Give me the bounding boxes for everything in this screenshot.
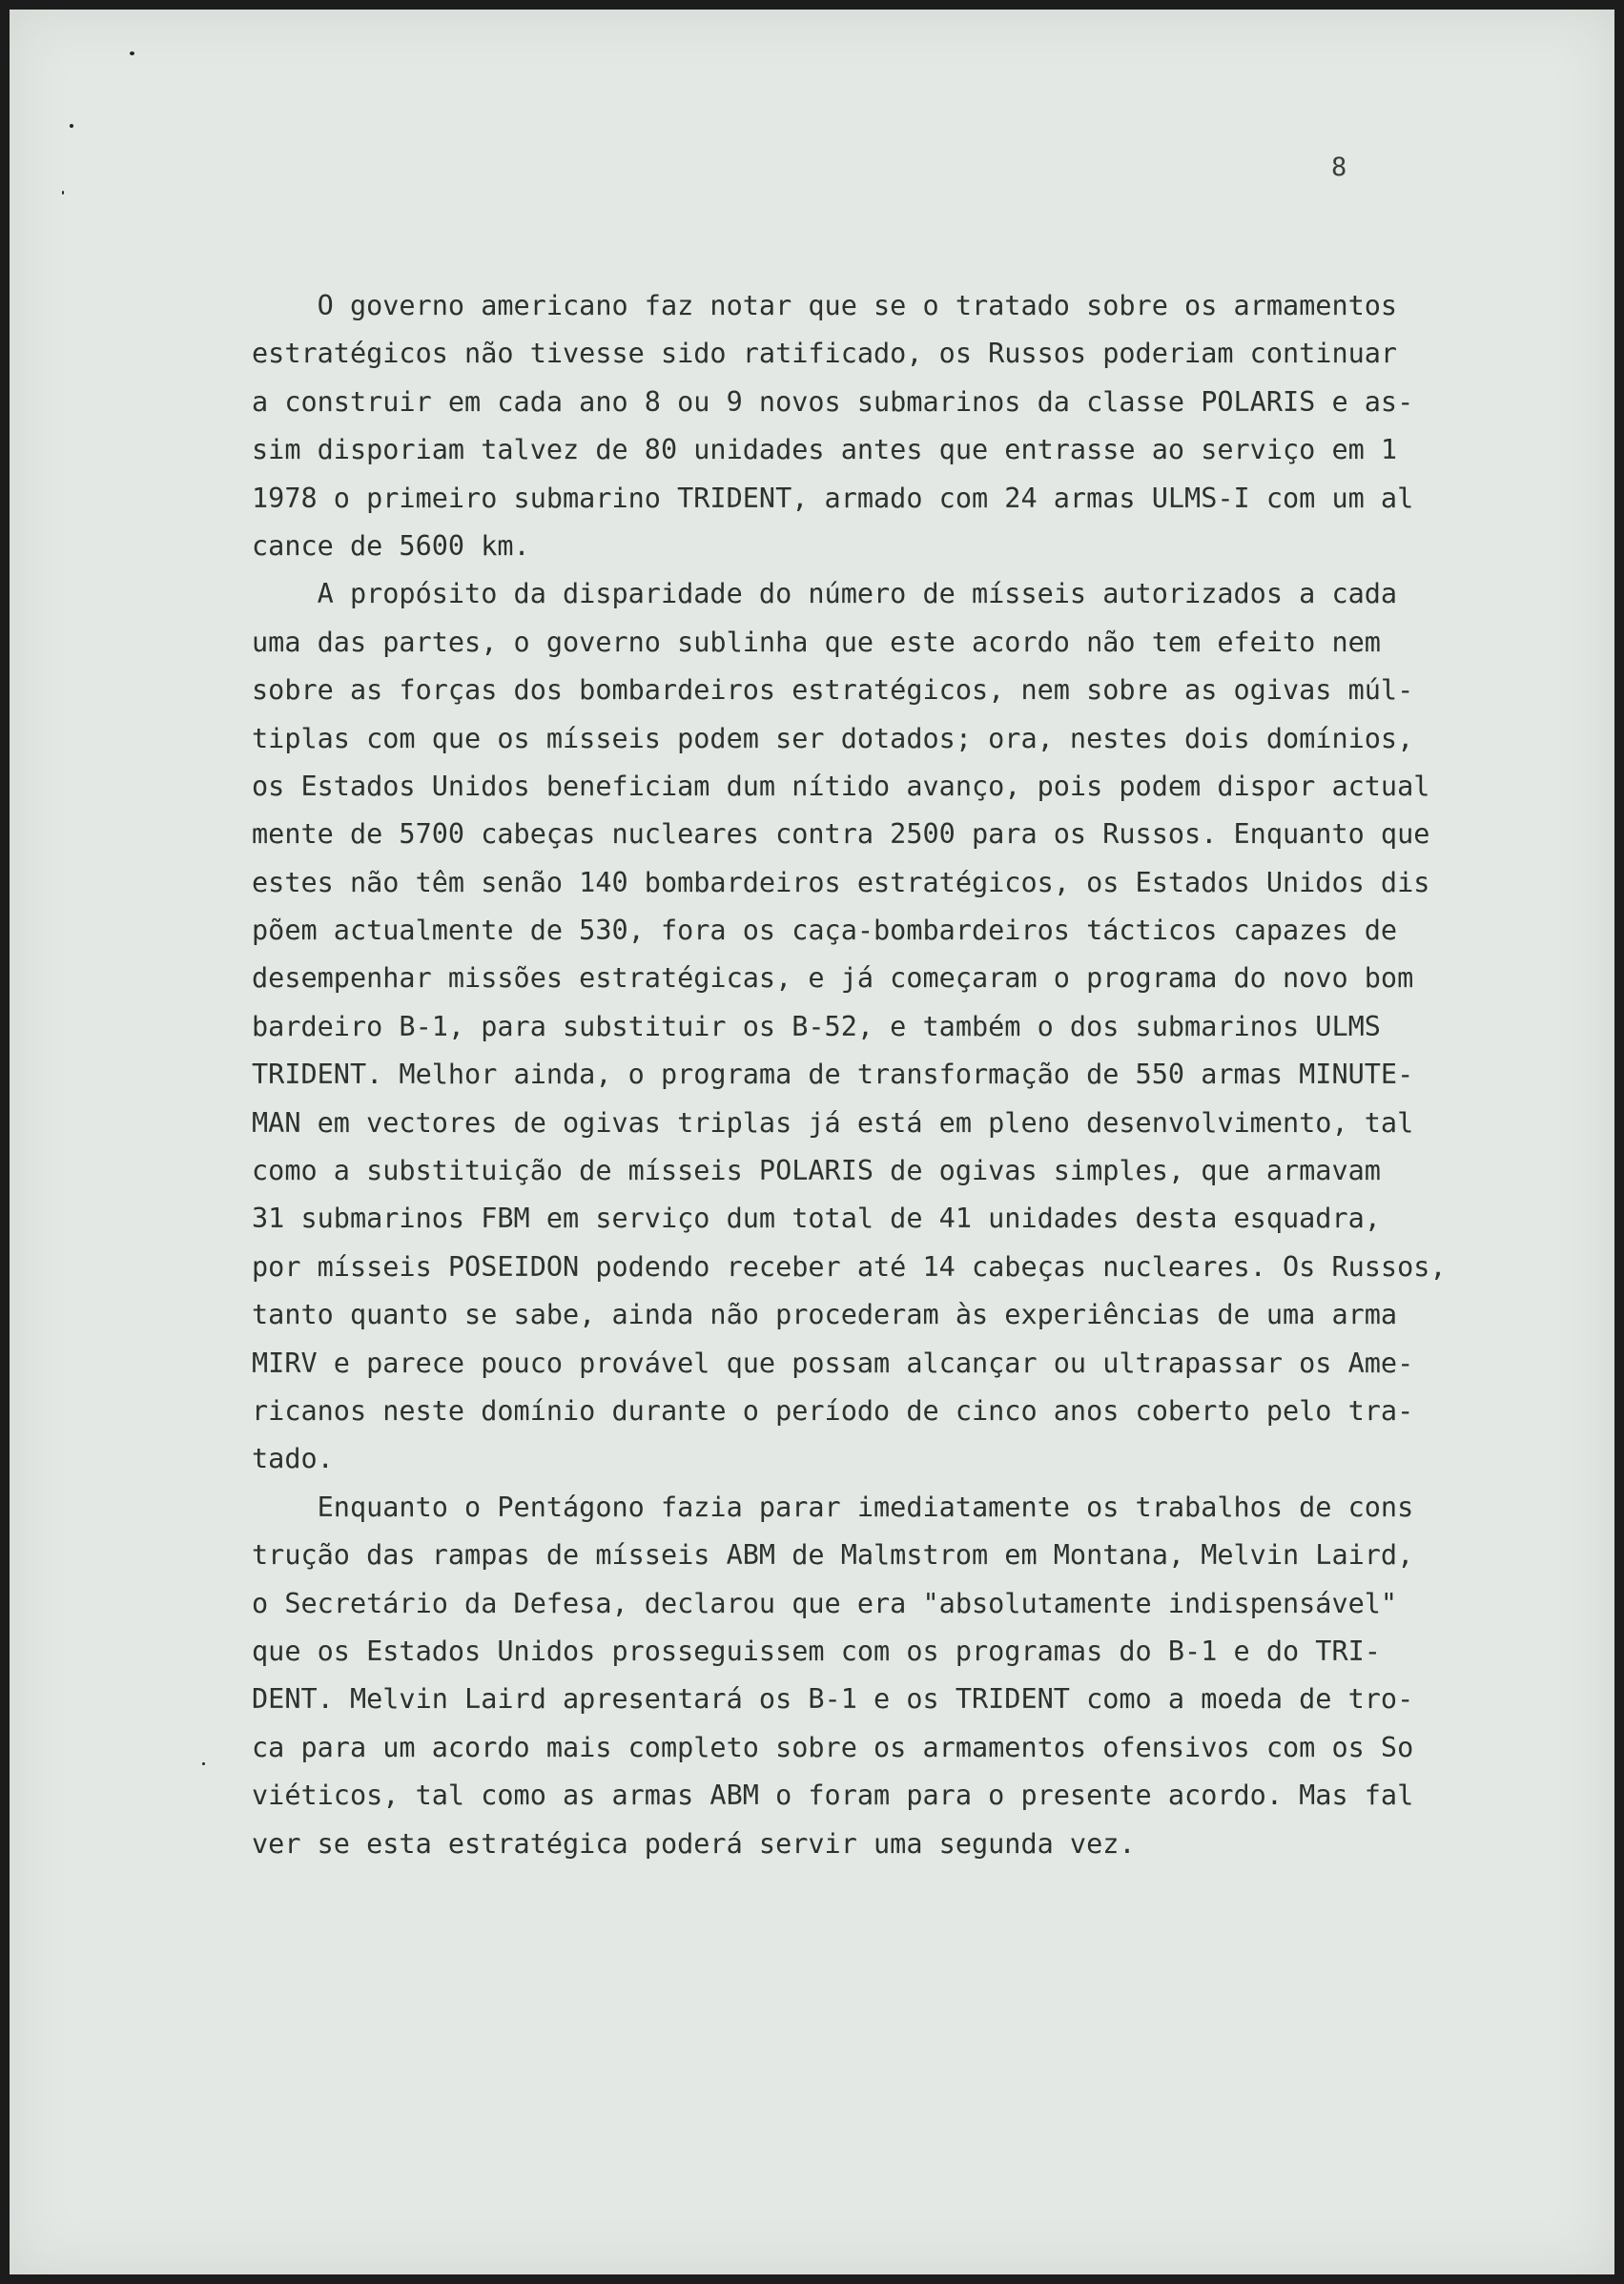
text-line: ricanos neste domínio durante o período de cinco anos coberto pelo tra- [252,1394,1414,1427]
text-line: sim disporiam talvez de 80 unidades antes que entrasse ao serviço em 1 [252,434,1398,466]
text-line: O governo americano faz notar que se o tratado sobre os armamentos [252,290,1398,321]
ink-speck [202,1762,205,1765]
text-line: 1978 o primeiro submarino TRIDENT, armado com 24 armas ULMS-I com um al [252,482,1414,514]
document-body [252,282,1491,1868]
text-line: A propósito da disparidade do número de mísseis autorizados a cada [252,578,1398,610]
text-line: viéticos, tal como as armas ABM o foram para o presente acordo. Mas fal [252,1780,1414,1812]
text-line: trução das rampas de mísseis ABM de Malmstrom em Montana, Melvin Laird, [252,1539,1414,1572]
text-line: ver se esta estratégica poderá servir uma segunda vez. [252,1827,1136,1860]
text-line: a construir em cada ano 8 ou 9 novos submarinos da classe POLARIS e as- [252,385,1414,418]
text-line: bardeiro B-1, para substituir os B-52, e também o dos submarinos ULMS [252,1010,1381,1042]
text-line: TRIDENT. Melhor ainda, o programa de transformação de 550 armas MINUTE- [252,1059,1414,1091]
text-line: sobre as forças dos bombardeiros estratégicos, nem sobre as ogivas múl- [252,674,1414,707]
text-line: 31 submarinos FBM em serviço dum total de 41 unidades desta esquadra, [252,1203,1381,1235]
text-line: os Estados Unidos beneficiam dum nítido avanço, pois podem dispor actual [252,770,1430,802]
ink-speck [70,124,73,128]
page-number: 8 [1331,153,1347,182]
text-line: estes não têm senão 140 bombardeiros estratégicos, os Estados Unidos dis [252,866,1430,898]
text-line: desempenhar missões estratégicas, e já começaram o programa do novo bom [252,962,1414,995]
text-line: estratégicos não tivesse sido ratificado, os Russos poderiam continuar [252,338,1398,370]
text-line: ca para um acordo mais completo sobre os armamentos ofensivos com os So [252,1731,1414,1763]
text-line: tado. [252,1443,334,1475]
ink-speck [62,191,64,195]
text-line: que os Estados Unidos prosseguissem com os programas do B-1 e do TRI- [252,1635,1381,1667]
text-line: MIRV e parece pouco provável que possam alcançar ou ultrapassar os Ame- [252,1347,1414,1379]
text-line: DENT. Melvin Laird apresentará os B-1 e os TRIDENT como a moeda de tro- [252,1683,1414,1716]
text-line: o Secretário da Defesa, declarou que era "absolutamente indispensável" [252,1587,1398,1619]
text-line: Enquanto o Pentágono fazia parar imediatamente os trabalhos de cons [252,1491,1414,1523]
text-line: tanto quanto se sabe, ainda não procederam às experiências de uma arma [252,1299,1398,1331]
ink-speck [130,51,134,55]
text-line: MAN em vectores de ogivas triplas já está em pleno desenvolvimento, tal [252,1106,1414,1139]
text-line: por mísseis POSEIDON podendo receber até 14 cabeças nucleares. Os Russos, [252,1250,1447,1283]
text-line: mente de 5700 cabeças nucleares contra 2500 para os Russos. Enquanto que [252,818,1430,851]
text-line: uma das partes, o governo sublinha que este acordo não tem efeito nem [252,626,1381,658]
text-line: põem actualmente de 530, fora os caça-bombardeiros tácticos capazes de [252,915,1398,947]
text-line: cance de 5600 km. [252,529,530,562]
text-line: como a substituição de mísseis POLARIS de ogivas simples, que armavam [252,1155,1381,1187]
text-line: tiplas com que os mísseis podem ser dotados; ora, nestes dois domínios, [252,722,1414,754]
